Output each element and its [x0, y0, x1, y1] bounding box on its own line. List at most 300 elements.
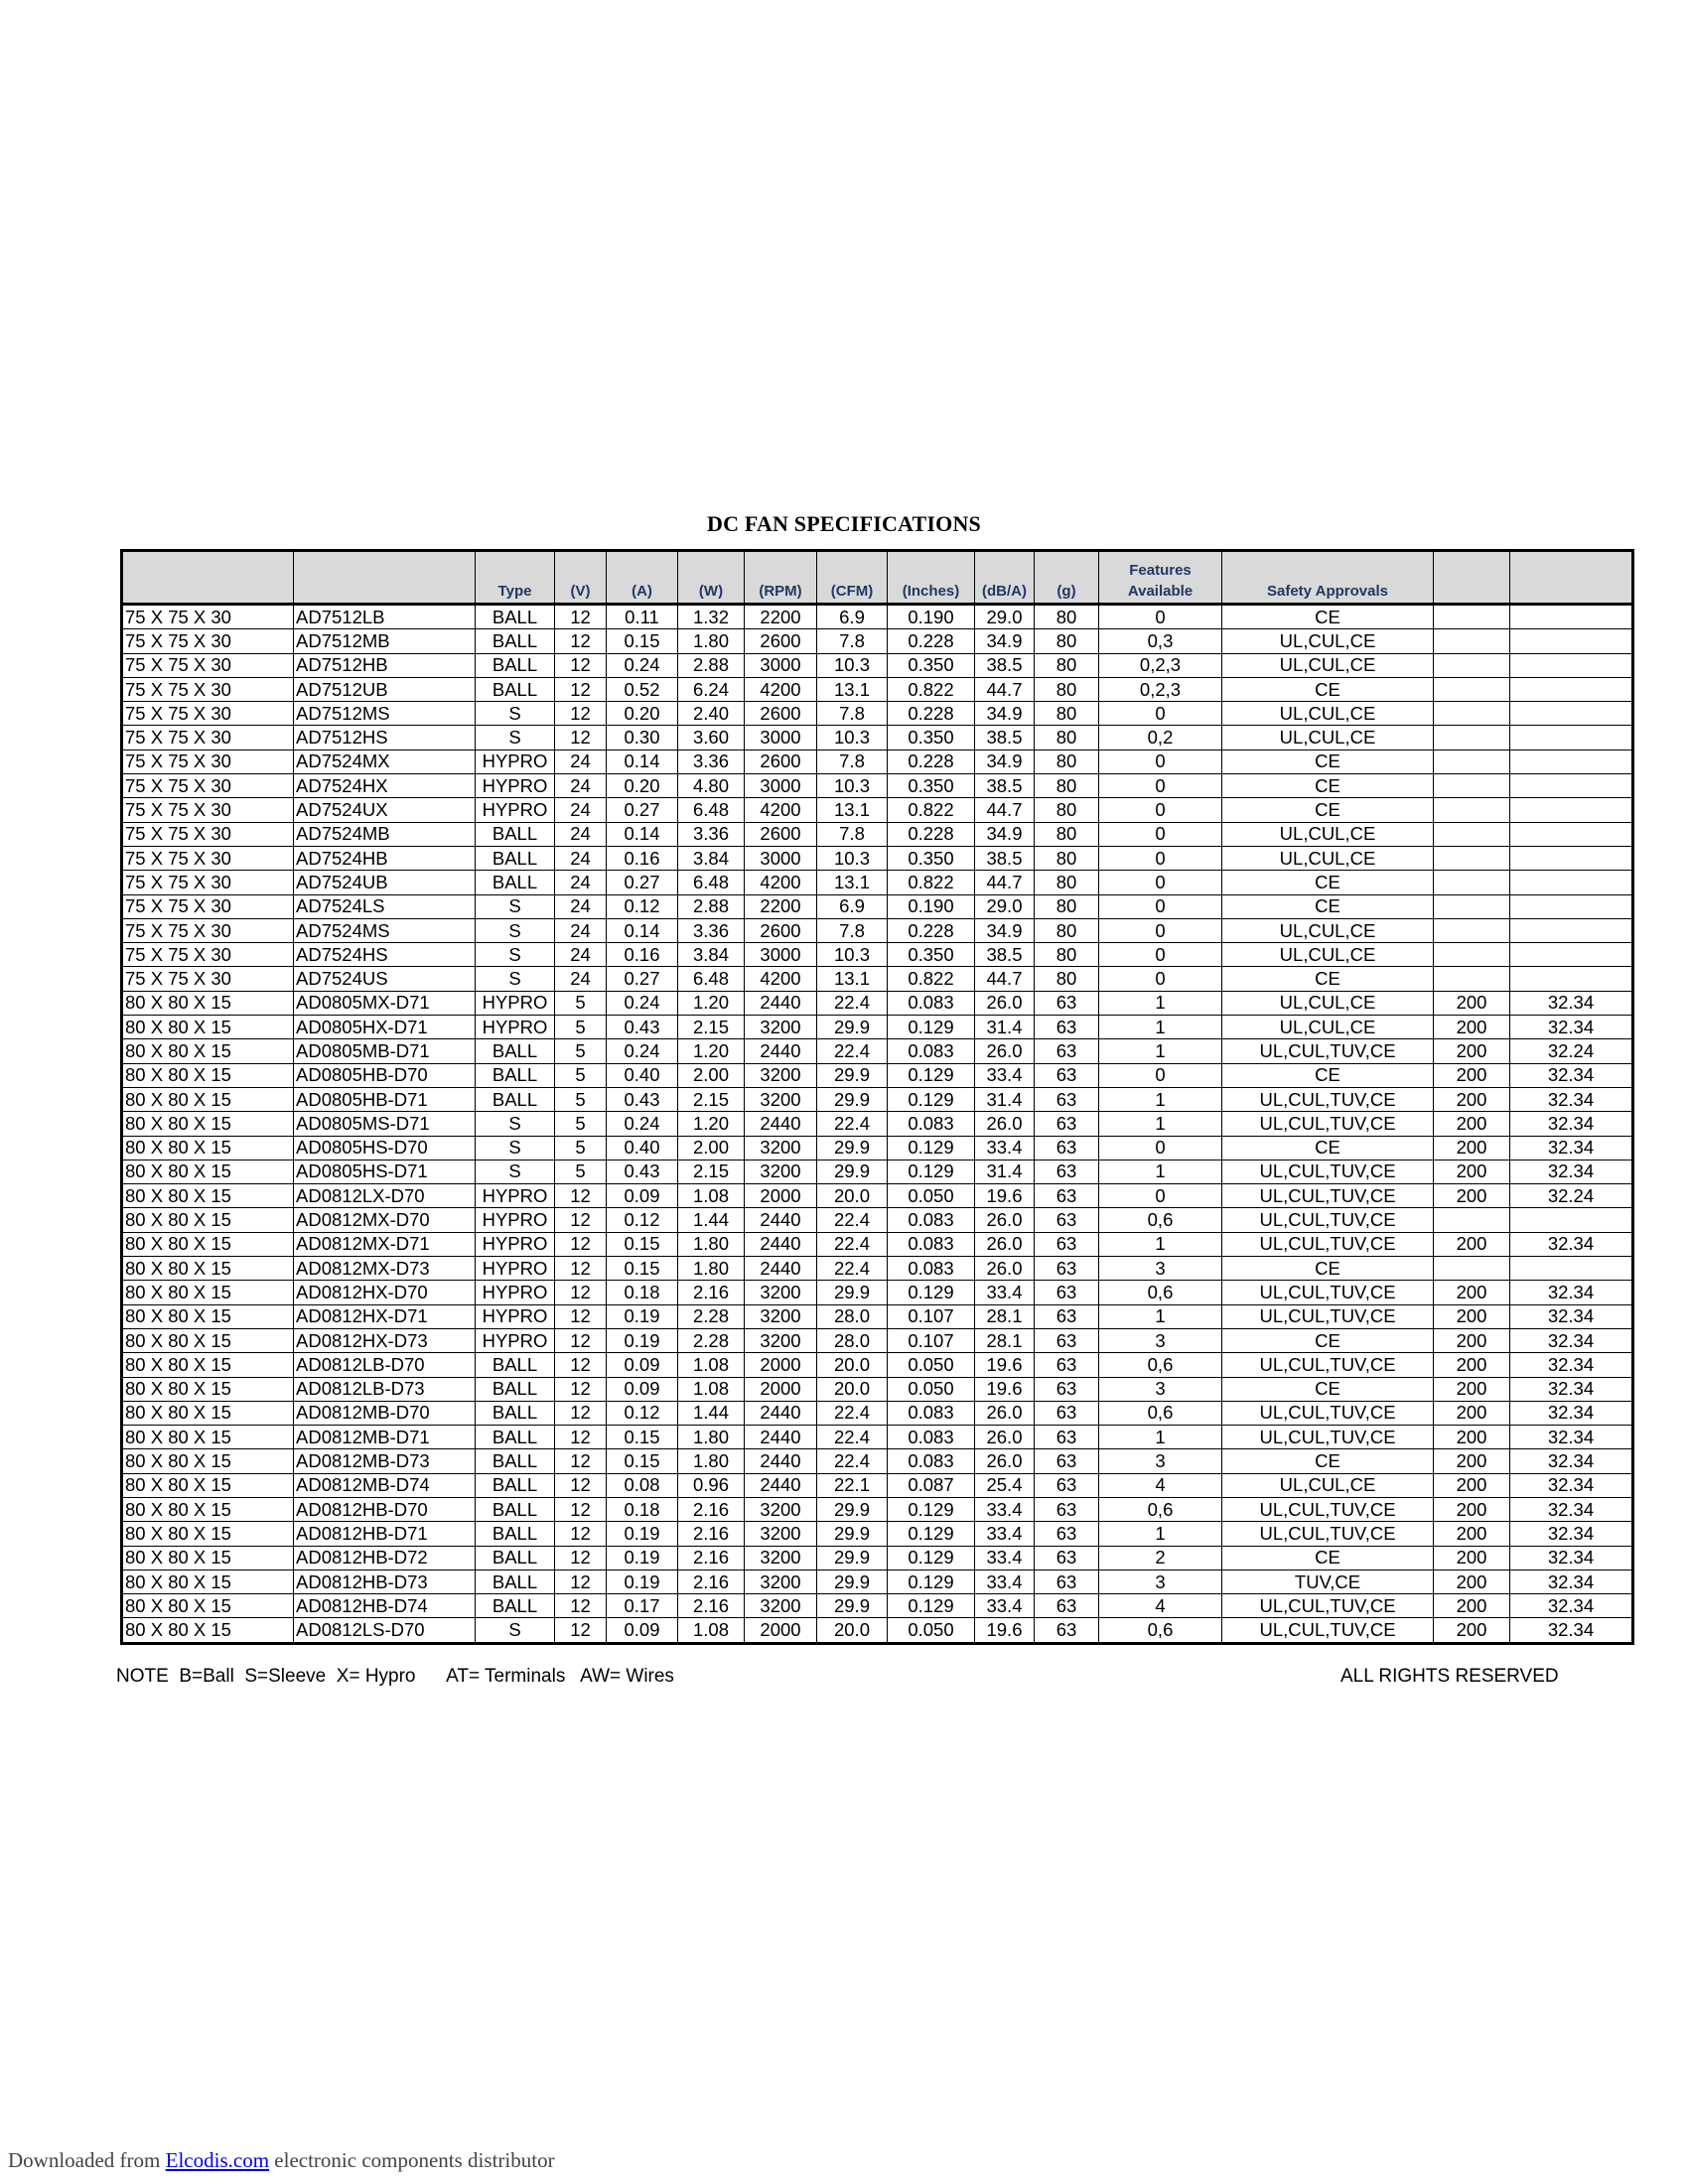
table-cell [1510, 943, 1633, 967]
table-cell: S [476, 1160, 555, 1183]
table-cell: BALL [476, 1087, 555, 1111]
table-cell [1510, 774, 1633, 798]
table-cell: 12 [555, 1304, 607, 1328]
table-cell: 3.84 [678, 846, 745, 870]
table-cell: UL,CUL,TUV,CE [1222, 1281, 1434, 1304]
table-cell: 32.34 [1510, 1160, 1633, 1183]
table-cell: 80 X 80 X 15 [122, 1522, 294, 1546]
table-cell: BALL [476, 1546, 555, 1570]
table-cell: 32.34 [1510, 1401, 1633, 1425]
table-cell: 0.083 [888, 1208, 975, 1232]
table-cell: 63 [1035, 1016, 1099, 1039]
table-cell: 19.6 [975, 1377, 1035, 1401]
table-cell: BALL [476, 822, 555, 846]
table-cell: HYPRO [476, 1016, 555, 1039]
table-cell: 0.19 [607, 1328, 678, 1352]
table-cell: 24 [555, 967, 607, 991]
table-cell: S [476, 1618, 555, 1643]
table-cell: AD0812HB-D71 [294, 1522, 476, 1546]
table-cell: 80 X 80 X 15 [122, 1087, 294, 1111]
table-cell: AD0812MX-D70 [294, 1208, 476, 1232]
table-cell: 0,6 [1099, 1497, 1222, 1521]
table-cell: 29.9 [817, 1497, 888, 1521]
table-row [122, 1449, 1633, 1473]
table-cell: 20.0 [817, 1184, 888, 1208]
table-cell: 3200 [745, 1136, 817, 1160]
table-row [122, 1257, 1633, 1281]
table-cell: 0 [1099, 774, 1222, 798]
table-cell: HYPRO [476, 1257, 555, 1281]
table-cell: CE [1222, 605, 1434, 629]
table-cell: 3200 [745, 1546, 817, 1570]
table-cell: 6.48 [678, 871, 745, 894]
table-cell: 80 [1035, 629, 1099, 653]
table-cell: 0.16 [607, 943, 678, 967]
table-cell: 200 [1434, 1016, 1510, 1039]
table-cell [1434, 846, 1510, 870]
table-cell: 80 X 80 X 15 [122, 1426, 294, 1449]
table-cell: 2.00 [678, 1136, 745, 1160]
table-cell: 75 X 75 X 30 [122, 629, 294, 653]
table-cell: 2.28 [678, 1328, 745, 1352]
table-cell: 32.34 [1510, 1594, 1633, 1618]
table-cell: 5 [555, 1160, 607, 1183]
table-cell: 0.350 [888, 726, 975, 750]
table-cell: 12 [555, 1232, 607, 1256]
table-cell: CE [1222, 1328, 1434, 1352]
table-cell: 0.24 [607, 653, 678, 677]
table-cell: 63 [1035, 1232, 1099, 1256]
table-row [122, 1473, 1633, 1497]
table-cell: AD0812HX-D70 [294, 1281, 476, 1304]
table-cell: 200 [1434, 1160, 1510, 1183]
table-cell: 26.0 [975, 1401, 1035, 1425]
table-cell [1510, 798, 1633, 822]
table-cell: 0.228 [888, 918, 975, 942]
table-row [122, 726, 1633, 750]
table-cell: 1.80 [678, 629, 745, 653]
table-cell: BALL [476, 1426, 555, 1449]
table-cell: UL,CUL,TUV,CE [1222, 1112, 1434, 1136]
table-cell: 0.12 [607, 1401, 678, 1425]
table-cell: 12 [555, 1546, 607, 1570]
table-cell: 0.24 [607, 991, 678, 1015]
table-cell: 2.16 [678, 1522, 745, 1546]
table-cell: 2600 [745, 702, 817, 726]
table-cell: 75 X 75 X 30 [122, 702, 294, 726]
table-cell: 80 [1035, 967, 1099, 991]
table-cell: 0.129 [888, 1281, 975, 1304]
table-cell: UL,CUL,TUV,CE [1222, 1208, 1434, 1232]
table-cell: 12 [555, 726, 607, 750]
table-cell: HYPRO [476, 750, 555, 773]
table-cell: 29.9 [817, 1594, 888, 1618]
table-cell: 22.4 [817, 1426, 888, 1449]
table-cell: 3000 [745, 943, 817, 967]
table-cell [1434, 871, 1510, 894]
table-cell: 22.4 [817, 991, 888, 1015]
table-cell: 44.7 [975, 967, 1035, 991]
table-cell: 2200 [745, 894, 817, 918]
table-cell: 63 [1035, 1304, 1099, 1328]
table-cell: S [476, 894, 555, 918]
column-header [294, 551, 476, 605]
table-cell: 12 [555, 1257, 607, 1281]
table-cell: 200 [1434, 1377, 1510, 1401]
table-cell: UL,CUL,CE [1222, 846, 1434, 870]
table-cell: HYPRO [476, 1304, 555, 1328]
table-cell: 12 [555, 677, 607, 701]
table-cell: 80 X 80 X 15 [122, 1473, 294, 1497]
table-cell: AD0812HB-D74 [294, 1594, 476, 1618]
table-cell: 80 [1035, 774, 1099, 798]
table-cell: 7.8 [817, 629, 888, 653]
table-cell: UL,CUL,CE [1222, 1016, 1434, 1039]
table-cell: AD0812MB-D70 [294, 1401, 476, 1425]
table-cell: 0.20 [607, 774, 678, 798]
table-cell: 3200 [745, 1016, 817, 1039]
table-cell: 12 [555, 1281, 607, 1304]
table-cell: 4.80 [678, 774, 745, 798]
table-cell: 0 [1099, 967, 1222, 991]
table-cell: 2200 [745, 605, 817, 629]
table-cell: 1 [1099, 1039, 1222, 1063]
table-cell: 0.09 [607, 1618, 678, 1643]
table-cell: 63 [1035, 1257, 1099, 1281]
table-cell: 63 [1035, 1618, 1099, 1643]
table-cell: 0.17 [607, 1594, 678, 1618]
table-cell: 20.0 [817, 1353, 888, 1377]
table-cell: 80 X 80 X 15 [122, 1281, 294, 1304]
table-cell: 1.08 [678, 1353, 745, 1377]
table-cell: 2.16 [678, 1497, 745, 1521]
table-cell: BALL [476, 677, 555, 701]
table-cell: 3200 [745, 1087, 817, 1111]
table-cell: HYPRO [476, 774, 555, 798]
table-cell: 32.34 [1510, 1377, 1633, 1401]
table-cell: 0.19 [607, 1522, 678, 1546]
table-cell: 34.9 [975, 822, 1035, 846]
table-cell: UL,CUL,TUV,CE [1222, 1353, 1434, 1377]
table-cell: 63 [1035, 1160, 1099, 1183]
table-row [122, 943, 1633, 967]
table-cell: 63 [1035, 991, 1099, 1015]
table-cell [1510, 702, 1633, 726]
table-cell: 2.16 [678, 1570, 745, 1593]
table-cell: 0 [1099, 750, 1222, 773]
table-cell: 0.18 [607, 1497, 678, 1521]
table-cell: 3.36 [678, 750, 745, 773]
table-cell: 33.4 [975, 1136, 1035, 1160]
table-cell: 4200 [745, 967, 817, 991]
table-cell: 29.9 [817, 1522, 888, 1546]
table-cell: CE [1222, 1136, 1434, 1160]
table-cell: UL,CUL,TUV,CE [1222, 1087, 1434, 1111]
table-cell: CE [1222, 677, 1434, 701]
table-cell: 0.24 [607, 1112, 678, 1136]
table-cell: UL,CUL,CE [1222, 702, 1434, 726]
table-cell: UL,CUL,TUV,CE [1222, 1426, 1434, 1449]
table-cell: 63 [1035, 1546, 1099, 1570]
table-cell: 0.129 [888, 1594, 975, 1618]
table-cell [1434, 605, 1510, 629]
table-cell: 0.129 [888, 1063, 975, 1087]
table-cell: AD0805HS-D71 [294, 1160, 476, 1183]
table-cell: 1.32 [678, 605, 745, 629]
table-cell: 12 [555, 1473, 607, 1497]
table-cell: 13.1 [817, 798, 888, 822]
table-cell: 80 [1035, 726, 1099, 750]
table-cell: 0.16 [607, 846, 678, 870]
table-cell [1510, 653, 1633, 677]
table-cell: CE [1222, 750, 1434, 773]
table-cell [1434, 629, 1510, 653]
table-cell: 1.80 [678, 1449, 745, 1473]
table-cell: 63 [1035, 1087, 1099, 1111]
table-cell: 2.00 [678, 1063, 745, 1087]
table-cell: 80 X 80 X 15 [122, 1039, 294, 1063]
table-cell: 1.20 [678, 991, 745, 1015]
table-cell: 2.16 [678, 1594, 745, 1618]
table-cell: 2.40 [678, 702, 745, 726]
table-cell: 22.4 [817, 1449, 888, 1473]
table-cell: CE [1222, 871, 1434, 894]
table-cell [1510, 894, 1633, 918]
table-cell: 0,2 [1099, 726, 1222, 750]
table-cell: 1 [1099, 1016, 1222, 1039]
table-cell: 33.4 [975, 1522, 1035, 1546]
table-cell: BALL [476, 629, 555, 653]
column-header: (RPM) [745, 551, 817, 605]
column-header: (V) [555, 551, 607, 605]
table-cell: 3200 [745, 1570, 817, 1593]
table-cell: BALL [476, 871, 555, 894]
table-cell: 29.9 [817, 1016, 888, 1039]
table-cell: 0.083 [888, 1112, 975, 1136]
table-cell: 31.4 [975, 1016, 1035, 1039]
table-cell [1434, 702, 1510, 726]
table-cell: 3200 [745, 1063, 817, 1087]
table-cell [1434, 1208, 1510, 1232]
table-row [122, 1594, 1633, 1618]
table-cell: 32.34 [1510, 1232, 1633, 1256]
table-cell: 2600 [745, 918, 817, 942]
table-row [122, 871, 1633, 894]
table-cell: 0.087 [888, 1473, 975, 1497]
table-cell: 0 [1099, 918, 1222, 942]
table-cell: 1 [1099, 1087, 1222, 1111]
table-cell: 0,6 [1099, 1281, 1222, 1304]
table-cell: 3 [1099, 1328, 1222, 1352]
table-cell: 28.1 [975, 1304, 1035, 1328]
table-cell: 2440 [745, 991, 817, 1015]
table-cell: 200 [1434, 1594, 1510, 1618]
table-row [122, 702, 1633, 726]
table-cell: AD0805HB-D71 [294, 1087, 476, 1111]
table-cell: 26.0 [975, 1257, 1035, 1281]
table-cell: 2000 [745, 1184, 817, 1208]
table-cell: 0.12 [607, 894, 678, 918]
table-cell: 32.24 [1510, 1039, 1633, 1063]
table-cell: UL,CUL,CE [1222, 991, 1434, 1015]
table-cell [1434, 822, 1510, 846]
table-cell: 0.129 [888, 1087, 975, 1111]
table-cell: 29.0 [975, 605, 1035, 629]
table-cell [1510, 871, 1633, 894]
table-cell: 3200 [745, 1328, 817, 1352]
table-cell: 3000 [745, 653, 817, 677]
table-cell: 80 X 80 X 15 [122, 1546, 294, 1570]
table-cell: 1 [1099, 1160, 1222, 1183]
table-cell: 63 [1035, 1039, 1099, 1063]
table-cell [1510, 726, 1633, 750]
table-cell: 0.228 [888, 750, 975, 773]
table-cell [1434, 750, 1510, 773]
table-cell: 12 [555, 1522, 607, 1546]
table-cell: CE [1222, 1377, 1434, 1401]
table-row [122, 894, 1633, 918]
table-cell: 80 X 80 X 15 [122, 1353, 294, 1377]
table-cell: 80 X 80 X 15 [122, 1016, 294, 1039]
table-cell: 22.4 [817, 1401, 888, 1425]
table-cell: 20.0 [817, 1377, 888, 1401]
table-row [122, 1063, 1633, 1087]
table-cell: UL,CUL,TUV,CE [1222, 1497, 1434, 1521]
table-row [122, 822, 1633, 846]
table-cell: 2.88 [678, 894, 745, 918]
table-cell: 4200 [745, 677, 817, 701]
table-row [122, 846, 1633, 870]
table-cell: 200 [1434, 991, 1510, 1015]
table-cell: 63 [1035, 1377, 1099, 1401]
column-header: (g) [1035, 551, 1099, 605]
table-cell: 12 [555, 1426, 607, 1449]
table-row [122, 1208, 1633, 1232]
table-cell: 2440 [745, 1426, 817, 1449]
table-row [122, 1570, 1633, 1593]
table-cell: 0.27 [607, 871, 678, 894]
table-cell: 3000 [745, 726, 817, 750]
table-cell: 0.40 [607, 1136, 678, 1160]
table-cell: 4 [1099, 1594, 1222, 1618]
table-cell: AD7512LB [294, 605, 476, 629]
table-cell: 200 [1434, 1184, 1510, 1208]
table-cell: 80 X 80 X 15 [122, 1136, 294, 1160]
table-cell: 0,6 [1099, 1618, 1222, 1643]
table-cell: HYPRO [476, 1281, 555, 1304]
table-cell: 12 [555, 1184, 607, 1208]
table-cell: 3200 [745, 1594, 817, 1618]
table-cell: 7.8 [817, 822, 888, 846]
table-cell: 5 [555, 1136, 607, 1160]
table-cell: 0.822 [888, 967, 975, 991]
table-cell: 80 X 80 X 15 [122, 1570, 294, 1593]
table-cell: AD0812HX-D73 [294, 1328, 476, 1352]
table-cell: 32.34 [1510, 1063, 1633, 1087]
table-cell: 0 [1099, 871, 1222, 894]
table-cell: 0.190 [888, 894, 975, 918]
table-cell: CE [1222, 798, 1434, 822]
table-cell: 80 [1035, 702, 1099, 726]
table-cell: 0.129 [888, 1160, 975, 1183]
table-cell: 32.24 [1510, 1184, 1633, 1208]
table-cell: 1.08 [678, 1618, 745, 1643]
table-cell: AD7524MS [294, 918, 476, 942]
table-cell [1434, 677, 1510, 701]
table-cell: BALL [476, 1497, 555, 1521]
table-row [122, 1497, 1633, 1521]
table-cell: 12 [555, 702, 607, 726]
table-row [122, 1353, 1633, 1377]
table-cell: BALL [476, 653, 555, 677]
table-cell: UL,CUL,CE [1222, 943, 1434, 967]
legend-note: NOTE B=Ball S=Sleeve X= Hypro AT= Terminals AW= Wires [116, 1666, 674, 1687]
table-cell: 63 [1035, 1426, 1099, 1449]
table-cell: 29.9 [817, 1087, 888, 1111]
table-cell: 38.5 [975, 943, 1035, 967]
table-cell: 3000 [745, 774, 817, 798]
table-cell: 0.19 [607, 1546, 678, 1570]
table-cell: 32.34 [1510, 1112, 1633, 1136]
table-cell: 0.350 [888, 774, 975, 798]
table-cell: AD0812LB-D73 [294, 1377, 476, 1401]
table-cell: 0.08 [607, 1473, 678, 1497]
table-row [122, 1377, 1633, 1401]
table-cell: AD7524UB [294, 871, 476, 894]
table-row [122, 1184, 1633, 1208]
table-cell: 2000 [745, 1377, 817, 1401]
table-cell: 1 [1099, 1522, 1222, 1546]
table-cell: 80 [1035, 918, 1099, 942]
table-cell: 1.44 [678, 1401, 745, 1425]
table-cell: 0.822 [888, 871, 975, 894]
table-cell [1434, 774, 1510, 798]
table-cell: BALL [476, 1594, 555, 1618]
table-cell: 75 X 75 X 30 [122, 750, 294, 773]
table-cell: 0.15 [607, 1257, 678, 1281]
table-cell: 33.4 [975, 1063, 1035, 1087]
table-cell: 28.0 [817, 1304, 888, 1328]
table-cell: 24 [555, 774, 607, 798]
table-cell: 32.34 [1510, 1570, 1633, 1593]
footer-link[interactable]: Elcodis.com [165, 2148, 270, 2172]
table-cell: 1 [1099, 1232, 1222, 1256]
table-cell: 0.15 [607, 1449, 678, 1473]
table-cell: 12 [555, 1618, 607, 1643]
table-cell: 80 X 80 X 15 [122, 1063, 294, 1087]
table-cell: 75 X 75 X 30 [122, 798, 294, 822]
table-cell: 12 [555, 1208, 607, 1232]
table-cell: 12 [555, 1328, 607, 1352]
table-cell: 80 [1035, 894, 1099, 918]
footer-credit [8, 2148, 555, 2173]
table-cell: 2440 [745, 1208, 817, 1232]
table-cell: AD7524HS [294, 943, 476, 967]
table-cell: 5 [555, 1087, 607, 1111]
table-cell: 2.16 [678, 1281, 745, 1304]
table-cell: 24 [555, 871, 607, 894]
table-cell: 34.9 [975, 750, 1035, 773]
table-cell: 0,3 [1099, 629, 1222, 653]
table-row [122, 798, 1633, 822]
table-cell: 200 [1434, 1281, 1510, 1304]
table-cell [1434, 653, 1510, 677]
table-cell: 13.1 [817, 871, 888, 894]
table-cell: S [476, 918, 555, 942]
table-cell: 0 [1099, 894, 1222, 918]
table-row [122, 653, 1633, 677]
table-cell: 0,2,3 [1099, 653, 1222, 677]
